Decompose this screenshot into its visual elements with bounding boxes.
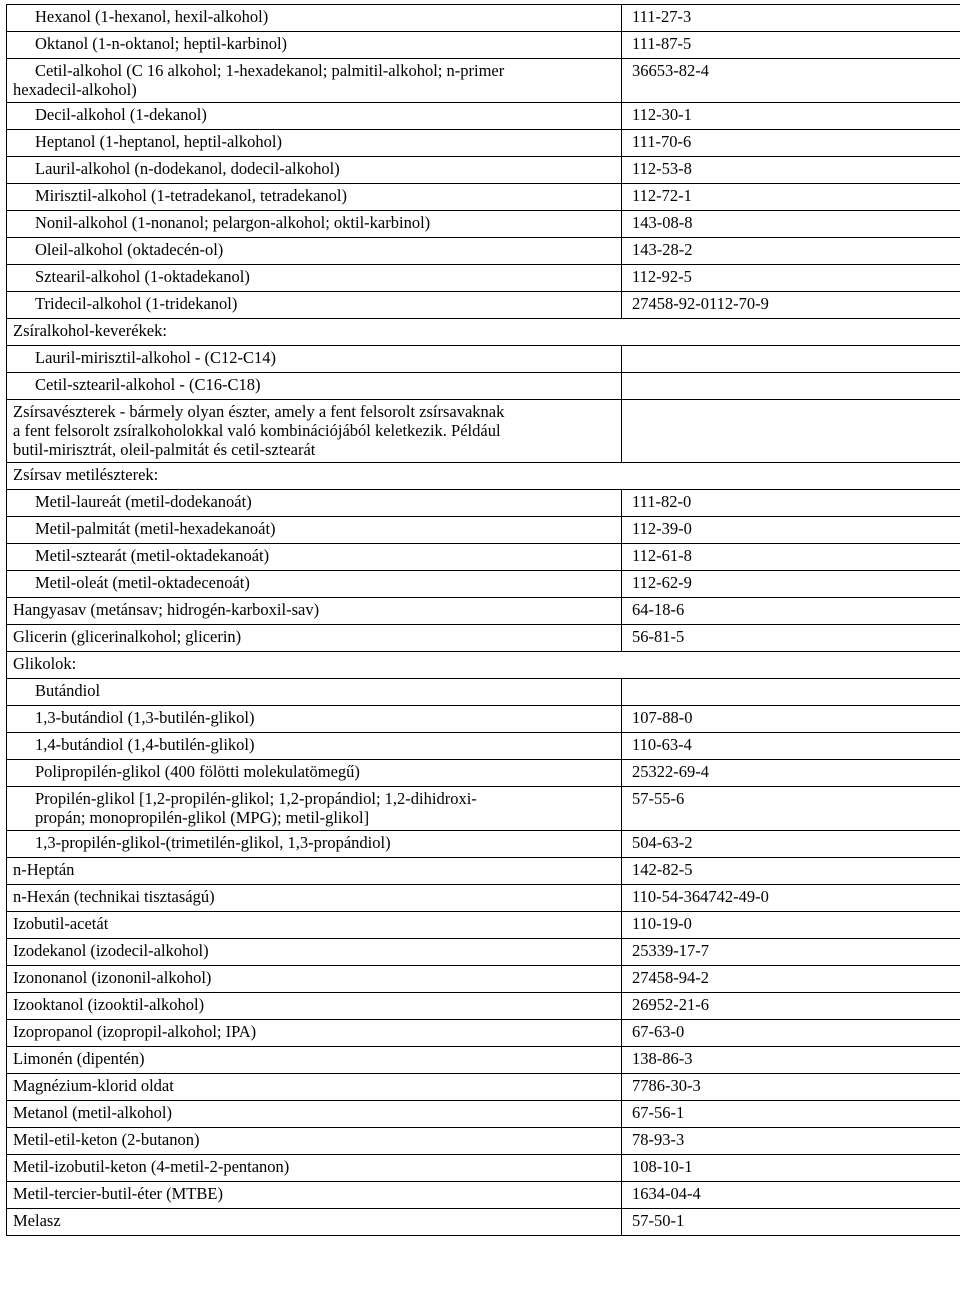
table-row <box>7 517 960 544</box>
table-row <box>7 346 960 373</box>
table-row <box>7 319 960 346</box>
substance-name: Cetil-sztearil-alkohol - (C16-C18) <box>7 373 622 400</box>
substance-name: Limonén (dipentén) <box>7 1047 622 1074</box>
table-row <box>7 598 960 625</box>
cas-number: 56-81-5 <box>622 625 960 652</box>
table-row <box>7 966 960 993</box>
cas-number <box>622 679 960 706</box>
table-row <box>7 625 960 652</box>
cas-number: 64-18-6 <box>622 598 960 625</box>
table-row <box>7 787 960 831</box>
substance-name: Heptanol (1-heptanol, heptil-alkohol) <box>7 130 622 157</box>
table-row <box>7 32 960 59</box>
substance-name-line-2: hexadecil-alkohol) <box>13 80 137 99</box>
substance-name: Magnézium-klorid oldat <box>7 1074 622 1101</box>
table-row <box>7 490 960 517</box>
cas-number: 111-27-3 <box>622 5 960 32</box>
substance-name <box>7 400 622 463</box>
cas-number: 143-28-2 <box>622 238 960 265</box>
cas-number: 26952-21-6 <box>622 993 960 1020</box>
substance-name: Glicerin (glicerinalkohol; glicerin) <box>7 625 622 652</box>
substance-name: 1,4-butándiol (1,4-butilén-glikol) <box>7 733 622 760</box>
cas-number: 108-10-1 <box>622 1155 960 1182</box>
table-row <box>7 238 960 265</box>
table-row <box>7 831 960 858</box>
cas-number: 112-72-1 <box>622 184 960 211</box>
table-row <box>7 59 960 103</box>
cas-number: 25339-17-7 <box>622 939 960 966</box>
cas-number: 1634-04-4 <box>622 1182 960 1209</box>
table-row <box>7 571 960 598</box>
cas-number: 7786-30-3 <box>622 1074 960 1101</box>
table-row <box>7 679 960 706</box>
substance-name: Metil-sztearát (metil-oktadekanoát) <box>7 544 622 571</box>
table-row <box>7 544 960 571</box>
table-row <box>7 993 960 1020</box>
substance-name: n-Hexán (technikai tisztaságú) <box>7 885 622 912</box>
table-row <box>7 858 960 885</box>
table-row <box>7 1101 960 1128</box>
substance-name: Lauril-mirisztil-alkohol - (C12-C14) <box>7 346 622 373</box>
substance-name: Nonil-alkohol (1-nonanol; pelargon-alkohol; oktil-karbinol) <box>7 211 622 238</box>
cas-number: 112-62-9 <box>622 571 960 598</box>
substance-name: Metil-palmitát (metil-hexadekanoát) <box>7 517 622 544</box>
table-row <box>7 130 960 157</box>
cas-number: 78-93-3 <box>622 1128 960 1155</box>
cas-number <box>622 652 960 679</box>
substance-name: Metil-laureát (metil-dodekanoát) <box>7 490 622 517</box>
table-row <box>7 652 960 679</box>
cas-number: 143-08-8 <box>622 211 960 238</box>
table-row <box>7 760 960 787</box>
group-heading: Glikolok: <box>7 652 622 679</box>
cas-number: 110-19-0 <box>622 912 960 939</box>
table-row <box>7 1182 960 1209</box>
cas-number <box>622 400 960 463</box>
cas-number <box>622 319 960 346</box>
table-row <box>7 1209 960 1236</box>
cas-number <box>622 463 960 490</box>
cas-number: 67-63-0 <box>622 1020 960 1047</box>
cas-number: 36653-82-4 <box>622 59 960 103</box>
substance-name: Metil-etil-keton (2-butanon) <box>7 1128 622 1155</box>
substance-name-line-1: Propilén-glikol [1,2-propilén-glikol; 1,2-propándiol; 1,2-dihidroxi- <box>35 789 477 808</box>
cas-number: 57-55-6 <box>622 787 960 831</box>
table-row <box>7 5 960 32</box>
cas-number: 112-92-5 <box>622 265 960 292</box>
substance-name: Oktanol (1-n-oktanol; heptil-karbinol) <box>7 32 622 59</box>
substance-name: Metil-izobutil-keton (4-metil-2-pentanon) <box>7 1155 622 1182</box>
cas-number: 112-61-8 <box>622 544 960 571</box>
cas-number <box>622 346 960 373</box>
cas-number: 111-87-5 <box>622 32 960 59</box>
table-row <box>7 1020 960 1047</box>
substance-name: Mirisztil-alkohol (1-tetradekanol, tetradekanol) <box>7 184 622 211</box>
cas-number: 110-54-364742-49-0 <box>622 885 960 912</box>
substance-name: Butándiol <box>7 679 622 706</box>
cas-number: 138-86-3 <box>622 1047 960 1074</box>
substance-name: Hangyasav (metánsav; hidrogén-karboxil-sav) <box>7 598 622 625</box>
table-row <box>7 912 960 939</box>
group-heading: Zsírsav metilészterek: <box>7 463 622 490</box>
table-row <box>7 939 960 966</box>
substance-name: Izobutil-acetát <box>7 912 622 939</box>
substance-name: Metanol (metil-alkohol) <box>7 1101 622 1128</box>
cas-number: 111-82-0 <box>622 490 960 517</box>
table-row <box>7 1128 960 1155</box>
cas-number: 25322-69-4 <box>622 760 960 787</box>
table-row <box>7 292 960 319</box>
substance-name: Izodekanol (izodecil-alkohol) <box>7 939 622 966</box>
table-row <box>7 184 960 211</box>
substance-name: Melasz <box>7 1209 622 1236</box>
cas-number <box>622 373 960 400</box>
cas-number: 111-70-6 <box>622 130 960 157</box>
substance-table <box>6 4 960 1236</box>
substance-name-line-2: propán; monopropilén-glikol (MPG); metil-glikol] <box>35 808 370 827</box>
substance-name: 1,3-butándiol (1,3-butilén-glikol) <box>7 706 622 733</box>
cas-number: 112-30-1 <box>622 103 960 130</box>
table-row <box>7 103 960 130</box>
substance-name: Tridecil-alkohol (1-tridekanol) <box>7 292 622 319</box>
cas-number: 142-82-5 <box>622 858 960 885</box>
table-row <box>7 211 960 238</box>
table-row <box>7 400 960 463</box>
substance-name-line-2: a fent felsorolt zsíralkoholokkal való kombinációjából keletkezik. Például <box>13 421 501 440</box>
cas-number: 504-63-2 <box>622 831 960 858</box>
substance-name: Metil-oleát (metil-oktadecenoát) <box>7 571 622 598</box>
substance-name-line-1: Zsírsavészterek - bármely olyan észter, amely a fent felsorolt zsírsavaknak <box>13 402 505 421</box>
cas-number: 67-56-1 <box>622 1101 960 1128</box>
table-row <box>7 706 960 733</box>
table-row <box>7 373 960 400</box>
substance-name-line-3: butil-mirisztrát, oleil-palmitát és cetil-sztearát <box>13 440 316 459</box>
substance-name <box>7 59 622 103</box>
substance-name: Hexanol (1-hexanol, hexil-alkohol) <box>7 5 622 32</box>
cas-number: 107-88-0 <box>622 706 960 733</box>
substance-name: n-Heptán <box>7 858 622 885</box>
substance-name: Lauril-alkohol (n-dodekanol, dodecil-alkohol) <box>7 157 622 184</box>
table-row <box>7 157 960 184</box>
substance-name: Oleil-alkohol (oktadecén-ol) <box>7 238 622 265</box>
substance-name: Izooktanol (izooktil-alkohol) <box>7 993 622 1020</box>
cas-number: 27458-94-2 <box>622 966 960 993</box>
table-row <box>7 1074 960 1101</box>
cas-number: 57-50-1 <box>622 1209 960 1236</box>
group-heading: Zsíralkohol-keverékek: <box>7 319 622 346</box>
substance-name: Izopropanol (izopropil-alkohol; IPA) <box>7 1020 622 1047</box>
table-row <box>7 265 960 292</box>
table-row <box>7 1047 960 1074</box>
substance-name: Izononanol (izononil-alkohol) <box>7 966 622 993</box>
substance-name: Sztearil-alkohol (1-oktadekanol) <box>7 265 622 292</box>
substance-name: 1,3-propilén-glikol-(trimetilén-glikol, 1,3-propándiol) <box>7 831 622 858</box>
substance-name: Decil-alkohol (1-dekanol) <box>7 103 622 130</box>
table-row <box>7 463 960 490</box>
table-row <box>7 733 960 760</box>
cas-number: 112-53-8 <box>622 157 960 184</box>
substance-name <box>7 787 622 831</box>
cas-number: 27458-92-0112-70-9 <box>622 292 960 319</box>
cas-number: 112-39-0 <box>622 517 960 544</box>
table-row <box>7 885 960 912</box>
cas-number: 110-63-4 <box>622 733 960 760</box>
substance-name-line-1: Cetil-alkohol (C 16 alkohol; 1-hexadekanol; palmitil-alkohol; n-primer <box>35 61 505 80</box>
substance-name: Polipropilén-glikol (400 fölötti molekulatömegű) <box>7 760 622 787</box>
substance-name: Metil-tercier-butil-éter (MTBE) <box>7 1182 622 1209</box>
table-row <box>7 1155 960 1182</box>
